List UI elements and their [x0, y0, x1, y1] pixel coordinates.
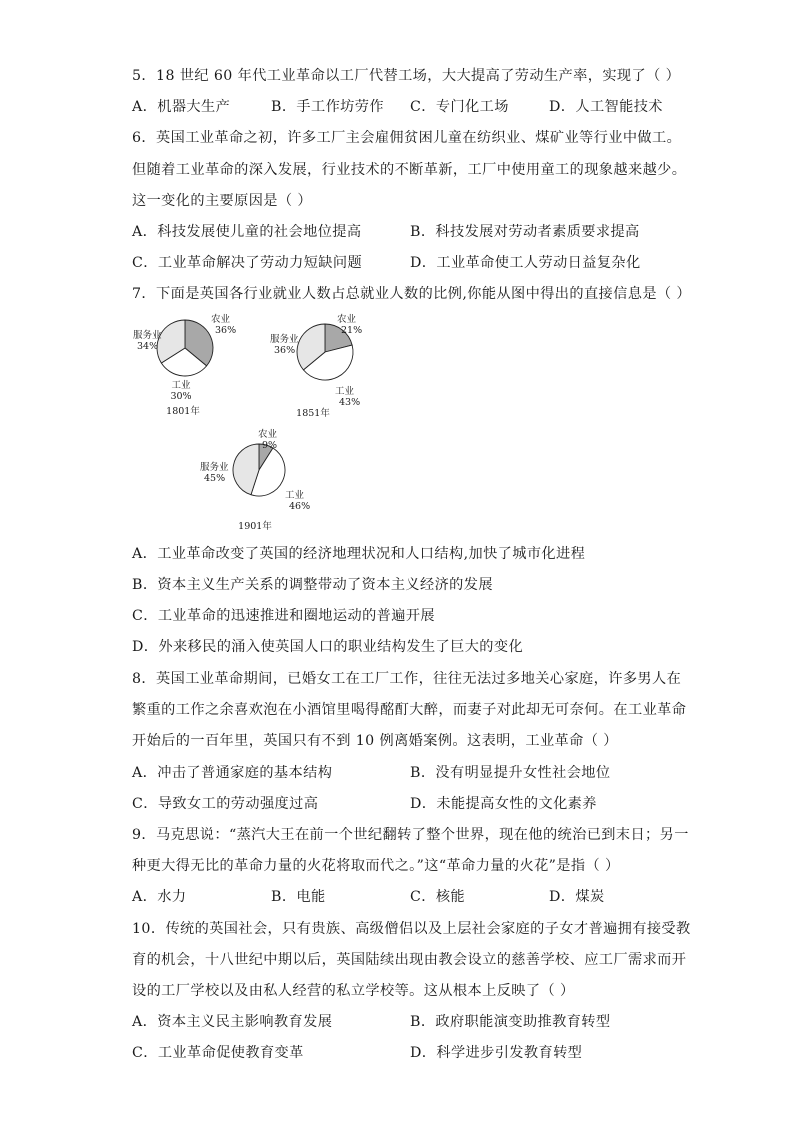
pie-year-2: 1901年: [238, 521, 272, 532]
pie-chart-1801-svg: [125, 310, 255, 422]
q10-stem-line-2: 育的机会，十八世纪中期以后，英国陆续出现由教会设立的慈善学校、应工厂需求而开: [132, 952, 687, 968]
q8-option-d: D．未能提高女性的文化素养: [410, 796, 597, 812]
pie-chart-1901-svg: [195, 426, 325, 536]
q10-option-a: A．资本主义民主影响教育发展: [132, 1014, 333, 1030]
q9-option-a: A．水力: [132, 889, 187, 905]
q7-option-b: B．资本主义生产关系的调整带动了资本主义经济的发展: [132, 577, 493, 593]
pie-label-ind-0: 工业: [171, 380, 191, 391]
pie-chart-1801: [125, 310, 255, 422]
q10-stem-line-1: 10．传统的英国社会，只有贵族、高级僧侣以及上层社会家庭的子女才普遍拥有接受教: [132, 921, 691, 937]
q6-stem-line-2: 但随着工业革命的深入发展，行业技术的不断革新，工厂中使用童工的现象越来越少。: [132, 162, 687, 178]
q8-stem-line-3: 开始后的一百年里，英国只有不到 10 例离婚案例。这表明，工业革命（ ）: [132, 733, 618, 749]
q9-option-d: D．煤炭: [549, 889, 605, 905]
q5-option-a: A．机器大生产: [132, 99, 231, 115]
pie-label-ind-2: 工业: [285, 490, 305, 501]
q8-option-a: A．冲击了普通家庭的基本结构: [132, 765, 333, 781]
pie-label-serv-2: 服务业: [200, 462, 229, 473]
pie-label-serv-1: 服务业: [270, 334, 299, 345]
q6-option-a: A．科技发展使儿童的社会地位提高: [132, 224, 362, 240]
q10-option-d: D．科学进步引发教育转型: [410, 1045, 583, 1061]
pie-chart-1851: [265, 310, 395, 422]
q5-option-c: C．专门化工场: [410, 99, 509, 115]
q6-stem-line-1: 6．英国工业革命之初，许多工厂主会雇佣贫困儿童在纺织业、煤矿业等行业中做工。: [132, 130, 682, 146]
q8-stem-line-1: 8．英国工业革命期间，已婚女工在工厂工作，往往无法过多地关心家庭，许多男人在: [132, 671, 682, 687]
q10-option-b: B．政府职能演变助推教育转型: [410, 1014, 611, 1030]
pie-label-agri-1: 农业: [337, 314, 357, 325]
q9-stem-line-1: 9．马克思说：“蒸汽大王在前一个世纪翻转了整个世界，现在他的统治已到末日；另一: [132, 827, 689, 843]
q6-option-c: C．工业革命解决了劳动力短缺问题: [132, 255, 363, 271]
pie-value-serv-1: 36%: [274, 345, 296, 356]
pie-value-agri-0: 36%: [215, 325, 237, 336]
pie-value-ind-2: 46%: [289, 501, 311, 512]
pie-value-ind-1: 43%: [339, 397, 361, 408]
q8-option-c: C．导致女工的劳动强度过高: [132, 796, 319, 812]
q7-stem: 7．下面是英国各行业就业人数占总就业人数的比例,你能从图中得出的直接信息是（ ）: [132, 286, 691, 302]
pie-label-ind-1: 工业: [335, 386, 355, 397]
pie-label-agri-0: 农业: [211, 314, 231, 325]
q10-stem-line-3: 设的工厂学校以及由私人经营的私立学校等。这从根本上反映了（ ）: [132, 983, 575, 999]
q9-stem-line-2: 种更大得无比的革命力量的火花将取而代之。”这“革命力量的火花”是指（ ）: [132, 858, 620, 874]
q7-option-a: A．工业革命改变了英国的经济地理状况和人口结构,加快了城市化进程: [132, 546, 586, 562]
q5-stem: 5．18 世纪 60 年代工业革命以工厂代替工场，大大提高了劳动生产率，实现了（ ）: [132, 68, 681, 84]
q9-option-b: B．电能: [271, 889, 326, 905]
pie-value-ind-0: 30%: [170, 391, 192, 402]
q5-option-d: D．人工智能技术: [549, 99, 663, 115]
pie-value-serv-0: 34%: [137, 341, 159, 352]
q6-option-b: B．科技发展对劳动者素质要求提高: [410, 224, 640, 240]
q9-option-c: C．核能: [410, 889, 466, 905]
pie-year-0: 1801年: [166, 406, 200, 417]
q8-stem-line-2: 繁重的工作之余喜欢泡在小酒馆里喝得酩酊大醉，而妻子对此却无可奈何。在工业革命: [132, 702, 687, 718]
q5-option-b: B．手工作坊劳作: [271, 99, 384, 115]
pie-year-1: 1851年: [296, 408, 330, 419]
pie-chart-1851-svg: [265, 310, 395, 422]
q10-option-c: C．工业革命促使教育变革: [132, 1045, 304, 1061]
pie-value-agri-2: 9%: [262, 440, 278, 451]
q7-option-d: D．外来移民的涌入使英国人口的职业结构发生了巨大的变化: [132, 639, 524, 655]
q6-option-d: D．工业革命使工人劳动日益复杂化: [410, 255, 641, 271]
pie-value-agri-1: 21%: [341, 325, 363, 336]
pie-value-serv-2: 45%: [204, 473, 226, 484]
q8-option-b: B．没有明显提升女性社会地位: [410, 765, 611, 781]
pie-label-serv-0: 服务业: [133, 330, 162, 341]
pie-label-agri-2: 农业: [258, 429, 278, 440]
q7-option-c: C．工业革命的迅速推进和圈地运动的普遍开展: [132, 608, 436, 624]
pie-chart-1901: [195, 426, 325, 536]
q6-stem-line-3: 这一变化的主要原因是（ ）: [132, 193, 312, 209]
